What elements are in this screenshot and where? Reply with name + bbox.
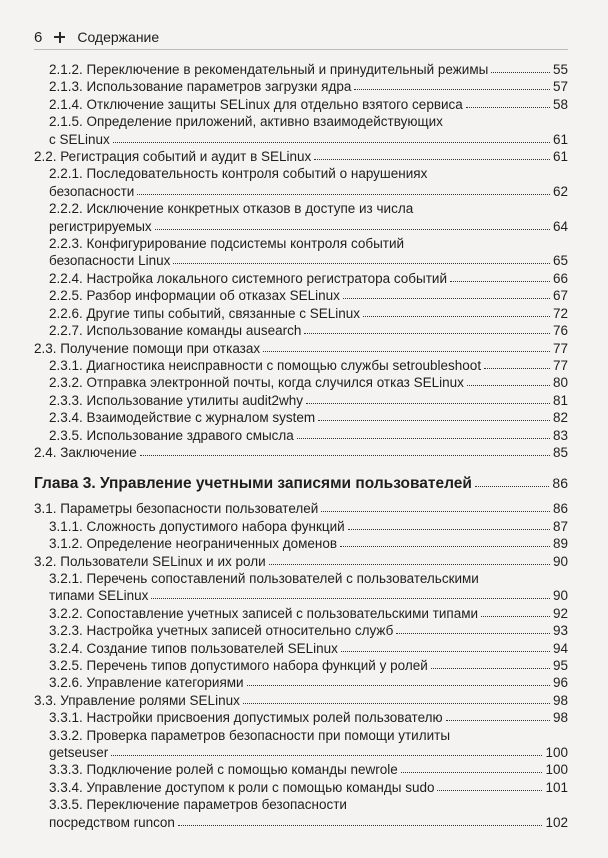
toc-entry-line bbox=[34, 148, 568, 165]
toc-entry-title: 2.1.3. Использование параметров загрузки ядра bbox=[49, 79, 352, 95]
toc-entry[interactable] bbox=[0, 761, 608, 778]
running-header-title: Содержание bbox=[77, 29, 160, 45]
toc-entry-title: 3.3.1. Настройки присвоения допустимых ролей пользователю bbox=[49, 710, 443, 726]
toc-entry-title: безопасности Linux bbox=[49, 253, 171, 269]
toc-entry[interactable] bbox=[0, 692, 608, 709]
toc-page-number: 55 bbox=[552, 62, 568, 77]
toc-entry[interactable] bbox=[0, 61, 608, 78]
dot-leader bbox=[247, 675, 550, 686]
dot-leader bbox=[354, 79, 550, 90]
dot-leader bbox=[437, 780, 542, 791]
toc-entry[interactable] bbox=[0, 657, 608, 674]
dot-leader bbox=[155, 219, 550, 230]
toc-entry-line bbox=[49, 744, 568, 761]
toc-page-number: 90 bbox=[552, 588, 568, 604]
toc-page-number: 93 bbox=[552, 623, 568, 639]
toc-entry-title: 3.2.5. Перечень типов допустимого набора функций у ролей bbox=[49, 658, 428, 673]
dot-leader bbox=[348, 519, 550, 530]
toc-entry-line bbox=[49, 305, 568, 322]
toc-entry-line bbox=[34, 553, 568, 570]
toc-entry[interactable] bbox=[0, 374, 608, 391]
toc-entry-title: 2.2.6. Другие типы событий, связанные с SELinux bbox=[49, 305, 361, 321]
toc-page-number: 94 bbox=[552, 640, 568, 656]
toc-entry-title: 3.1.2. Определение неограниченных доменов bbox=[49, 536, 338, 552]
toc-entry[interactable] bbox=[0, 796, 608, 831]
toc-entry-title: 2.3.1. Диагностика неисправности с помощью службы setroubleshoot bbox=[49, 357, 482, 373]
dot-leader bbox=[318, 410, 550, 421]
toc-page-number: 65 bbox=[552, 253, 568, 269]
toc-entry-line bbox=[49, 218, 568, 235]
toc-entry-line bbox=[49, 674, 568, 691]
toc-entry[interactable] bbox=[0, 727, 608, 762]
toc-entry-line bbox=[49, 200, 568, 217]
toc-page-number: 57 bbox=[552, 79, 568, 95]
toc-entry-title: 3.3.5. Переключение параметров безопасности bbox=[49, 797, 347, 813]
toc-page-number: 58 bbox=[552, 96, 568, 112]
toc-entry-title: Глава 3. Управление учетными записями пользователей bbox=[34, 475, 472, 493]
toc-entry-line bbox=[49, 427, 568, 444]
toc-entry[interactable] bbox=[0, 779, 608, 796]
toc-entry-title: 3.3.3. Подключение ролей с помощью команды newrole bbox=[49, 762, 398, 778]
dot-leader bbox=[297, 428, 550, 439]
toc-entry-title: 3.2. Пользователи SELinux и их роли bbox=[34, 553, 266, 569]
dot-leader bbox=[450, 271, 550, 282]
toc-entry-line bbox=[49, 587, 568, 604]
toc-entry-line bbox=[49, 709, 568, 726]
toc-entry-title: с SELinux bbox=[49, 131, 110, 147]
dot-leader bbox=[151, 588, 550, 599]
toc-entry-line bbox=[49, 270, 568, 287]
toc-entry-title: 2.2.2. Исключение конкретных отказов в доступе из числа bbox=[49, 201, 414, 217]
toc-entry-line bbox=[49, 657, 568, 674]
toc-entry-title: типами SELinux bbox=[49, 588, 149, 604]
toc-page-number: 98 bbox=[552, 710, 568, 726]
toc-entry[interactable] bbox=[0, 287, 608, 304]
toc-entry-line bbox=[34, 473, 568, 494]
toc-entry-title: 2.1.5. Определение приложений, активно взаимодействующих bbox=[49, 114, 443, 130]
toc-entry-line bbox=[49, 640, 568, 657]
toc-entry[interactable] bbox=[0, 570, 608, 605]
dot-leader bbox=[269, 554, 550, 565]
toc-page-number: 67 bbox=[552, 288, 568, 304]
toc-entry-title: 2.1.4. Отключение защиты SELinux для отдельно взятого сервиса bbox=[49, 96, 463, 112]
toc-entry-line bbox=[49, 535, 568, 552]
toc-entry-title: 2.2.3. Конфигурирование подсистемы контроля событий bbox=[49, 236, 405, 252]
toc-page-number: 86 bbox=[552, 475, 568, 492]
toc-entry-line bbox=[49, 322, 568, 339]
toc-entry[interactable] bbox=[0, 270, 608, 287]
toc-entry-title: 3.3. Управление ролями SELinux bbox=[34, 692, 240, 708]
toc-entry-title: регистрируемых bbox=[49, 218, 152, 234]
toc-entry[interactable] bbox=[0, 674, 608, 691]
dot-leader bbox=[475, 474, 549, 487]
toc-entry-title: 3.1. Параметры безопасности пользователей bbox=[34, 501, 319, 517]
dot-leader bbox=[306, 393, 550, 404]
toc-entry-line bbox=[49, 622, 568, 639]
toc-entry-line bbox=[34, 340, 568, 357]
dot-leader bbox=[321, 501, 550, 512]
toc-entry-line bbox=[49, 96, 568, 113]
toc-page-number: 83 bbox=[552, 427, 568, 443]
toc-entry[interactable] bbox=[0, 622, 608, 639]
toc-entry[interactable] bbox=[0, 709, 608, 726]
toc-entry-title: безопасности bbox=[49, 183, 135, 199]
dot-leader bbox=[314, 149, 550, 160]
dot-leader bbox=[484, 358, 550, 369]
toc-entry-line bbox=[49, 252, 568, 269]
toc-entry[interactable] bbox=[0, 148, 608, 165]
toc-page-number: 101 bbox=[545, 779, 568, 795]
toc-entry-title: 2.3.4. Взаимодействие с журналом system bbox=[49, 410, 316, 426]
toc-entry-line bbox=[49, 727, 568, 744]
toc-page-number: 72 bbox=[552, 305, 568, 321]
toc-entry-title: 2.2.4. Настройка локального системного регистратора событий bbox=[49, 270, 448, 286]
toc-entry[interactable] bbox=[0, 444, 608, 461]
toc-page-number: 98 bbox=[552, 692, 568, 708]
dot-leader bbox=[304, 323, 550, 334]
toc-entry-title: 3.2.3. Настройка учетных записей относительно служб bbox=[49, 623, 394, 639]
toc-entry[interactable] bbox=[0, 500, 608, 517]
toc-entry[interactable] bbox=[0, 165, 608, 200]
toc-entry-line bbox=[49, 78, 568, 95]
toc-entry-title: 3.2.1. Перечень сопоставлений пользователей с пользовательскими bbox=[49, 570, 479, 586]
toc-entry-title: 2.3.2. Отправка электронной почты, когда случился отказ SELinux bbox=[49, 375, 464, 391]
toc-entry-title: 2.3. Получение помощи при отказах bbox=[34, 340, 261, 356]
toc-page-number: 77 bbox=[552, 340, 568, 356]
toc-entry-line bbox=[49, 287, 568, 304]
toc-page-number: 89 bbox=[552, 536, 568, 552]
dot-leader bbox=[340, 536, 550, 547]
toc-page-number: 66 bbox=[552, 270, 568, 286]
toc-page-number: 86 bbox=[552, 501, 568, 517]
dot-leader bbox=[137, 184, 550, 195]
toc-entry-title: 3.2.2. Сопоставление учетных записей с пользовательскими типами bbox=[49, 605, 479, 621]
ornament-icon bbox=[54, 32, 65, 43]
toc-page-number: 100 bbox=[545, 745, 568, 761]
toc-entry[interactable] bbox=[0, 409, 608, 426]
dot-leader bbox=[467, 375, 550, 386]
toc-entry[interactable] bbox=[0, 392, 608, 409]
toc-page-number: 61 bbox=[552, 131, 568, 147]
toc-entry-line bbox=[49, 796, 568, 813]
toc-entry-line bbox=[49, 814, 568, 831]
toc-entry-line bbox=[49, 570, 568, 587]
toc-entry[interactable] bbox=[0, 113, 608, 148]
toc-entry-line bbox=[49, 605, 568, 622]
dot-leader bbox=[173, 253, 550, 264]
toc-entry-title: 2.4. Заключение bbox=[34, 444, 137, 460]
toc-page-number: 62 bbox=[552, 183, 568, 199]
toc-entry-line bbox=[49, 131, 568, 148]
toc-page-number: 82 bbox=[552, 410, 568, 426]
toc-entry-line bbox=[34, 500, 568, 517]
dot-leader bbox=[140, 445, 550, 456]
dot-leader bbox=[431, 658, 550, 669]
toc-entry[interactable] bbox=[0, 200, 608, 235]
dot-leader bbox=[341, 641, 550, 652]
toc-page-number: 80 bbox=[552, 375, 568, 391]
toc-entry-line bbox=[49, 165, 568, 182]
toc-entry-title: посредством runcon bbox=[49, 814, 175, 830]
table-of-contents bbox=[0, 61, 608, 831]
toc-entry-title: 3.3.4. Управление доступом к роли с помощью команды sudo bbox=[49, 779, 435, 795]
toc-page-number: 81 bbox=[552, 392, 568, 408]
toc-entry-title: 2.1.2. Переключение в рекомендательный и принудительный режимы bbox=[49, 62, 489, 77]
dot-leader bbox=[113, 132, 550, 143]
toc-entry-line bbox=[49, 61, 568, 78]
toc-entry-line bbox=[34, 692, 568, 709]
toc-entry-title: 3.2.6. Управление категориями bbox=[49, 675, 244, 691]
toc-page-number: 85 bbox=[552, 444, 568, 460]
toc-chapter-entry[interactable] bbox=[0, 473, 608, 494]
dot-leader bbox=[178, 815, 543, 826]
toc-entry-title: 3.2.4. Создание типов пользователей SELinux bbox=[49, 640, 338, 656]
toc-page-number: 102 bbox=[545, 814, 568, 830]
toc-page-number: 76 bbox=[552, 323, 568, 339]
toc-entry[interactable] bbox=[0, 605, 608, 622]
toc-entry[interactable] bbox=[0, 553, 608, 570]
toc-page-number: 90 bbox=[552, 553, 568, 569]
dot-leader bbox=[263, 341, 550, 352]
dot-leader bbox=[466, 97, 550, 108]
toc-entry-line bbox=[49, 357, 568, 374]
toc-page-number: 64 bbox=[552, 218, 568, 234]
toc-entry-line bbox=[34, 444, 568, 461]
toc-entry[interactable] bbox=[0, 340, 608, 357]
dot-leader bbox=[491, 62, 550, 73]
toc-entry[interactable] bbox=[0, 518, 608, 535]
toc-page-number: 96 bbox=[552, 675, 568, 691]
page-number: 6 bbox=[34, 28, 43, 46]
toc-page-number: 61 bbox=[552, 149, 568, 165]
toc-entry-line bbox=[49, 409, 568, 426]
dot-leader bbox=[446, 710, 550, 721]
toc-entry[interactable] bbox=[0, 535, 608, 552]
toc-entry-line bbox=[49, 235, 568, 252]
toc-entry[interactable] bbox=[0, 96, 608, 113]
toc-entry-line bbox=[49, 761, 568, 778]
dot-leader bbox=[401, 762, 543, 773]
toc-entry-title: 2.3.3. Использование утилиты audit2why bbox=[49, 392, 304, 408]
toc-entry-title: 2.2.5. Разбор информации об отказах SELinux bbox=[49, 288, 340, 304]
toc-entry-line bbox=[49, 113, 568, 130]
dot-leader bbox=[343, 288, 550, 299]
toc-entry[interactable] bbox=[0, 357, 608, 374]
running-header bbox=[34, 27, 568, 47]
toc-entry-title: 3.1.1. Сложность допустимого набора функций bbox=[49, 518, 345, 534]
toc-entry-line bbox=[49, 374, 568, 391]
toc-page-number: 87 bbox=[552, 518, 568, 534]
toc-entry[interactable] bbox=[0, 305, 608, 322]
dot-leader bbox=[363, 306, 550, 317]
toc-page-number: 100 bbox=[545, 762, 568, 778]
toc-entry[interactable] bbox=[0, 322, 608, 339]
toc-page-number: 77 bbox=[552, 357, 568, 373]
dot-leader bbox=[481, 606, 550, 617]
toc-page-number: 95 bbox=[552, 658, 568, 673]
toc-entry-line bbox=[49, 779, 568, 796]
toc-entry[interactable] bbox=[0, 235, 608, 270]
toc-entry-title: getseuser bbox=[49, 745, 109, 761]
toc-page-number: 92 bbox=[552, 605, 568, 621]
toc-entry-title: 2.2. Регистрация событий и аудит в SELinux bbox=[34, 149, 312, 165]
toc-entry-line bbox=[49, 183, 568, 200]
dot-leader bbox=[396, 623, 550, 634]
toc-entry[interactable] bbox=[0, 78, 608, 95]
toc-entry[interactable] bbox=[0, 427, 608, 444]
toc-entry[interactable] bbox=[0, 640, 608, 657]
header-divider bbox=[34, 49, 568, 50]
dot-leader bbox=[111, 745, 542, 756]
toc-entry-title: 2.2.7. Использование команды ausearch bbox=[49, 323, 302, 339]
toc-entry-line bbox=[49, 518, 568, 535]
dot-leader bbox=[243, 693, 550, 704]
toc-entry-title: 2.2.1. Последовательность контроля событий о нарушениях bbox=[49, 166, 428, 182]
toc-entry-line bbox=[49, 392, 568, 409]
toc-entry-title: 3.3.2. Проверка параметров безопасности при помощи утилиты bbox=[49, 727, 451, 743]
toc-entry-title: 2.3.5. Использование здравого смысла bbox=[49, 427, 294, 443]
